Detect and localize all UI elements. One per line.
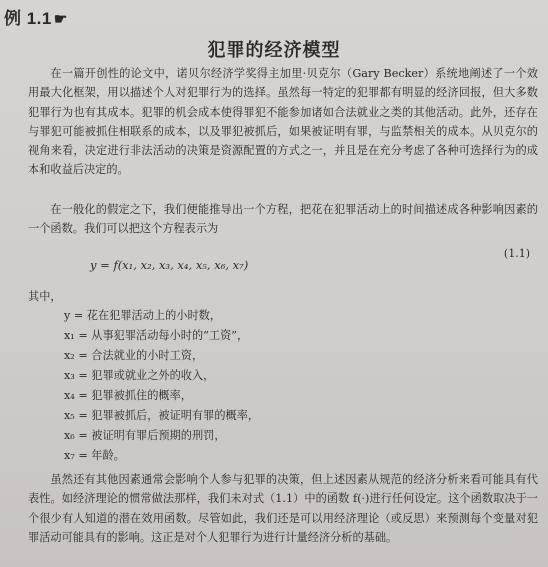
- paragraph-intro: 在一篇开创性的论文中，诺贝尔经济学奖得主加里·贝克尔（Gary Becker）系统地阐述了一个效用最大化框架，用以描述个人对犯罪行为的选择。虽然每一特定的犯罪都有明显的经济回报，但大多数犯罪行为也有其成本。犯罪的机会成本使得罪犯不能参加诸如合法就业之类的其他活动。此外，还存在与罪犯可能被抓住相联系的成本，以及罪犯被抓后，如果被证明有罪，与监禁相关的成本。从贝克尔的视角来看，决定进行非法活动的决策是资源配置的方式之一，并且是在充分考虑了各种可选择行为的成本和收益后决定的。: [28, 67, 538, 177]
- variable-y: y = 花在犯罪活动上的小时数，: [64, 309, 222, 322]
- equation: y = f(x₁, x₂, x₃, x₄, x₅, x₆, x₇): [90, 258, 249, 272]
- where-label: 其中，: [28, 290, 62, 303]
- variable-x5: x₅ = 犯罪被抓后，被证明有罪的概率，: [64, 409, 260, 422]
- example-heading: [4, 4, 68, 29]
- pointing-hand-icon: ☛: [53, 11, 68, 28]
- equation-number: (1.1): [503, 247, 530, 260]
- example-number: 例 1.1: [4, 9, 52, 28]
- variable-x6: x₆ = 被证明有罪后预期的刑罚，: [64, 429, 226, 442]
- variable-x3: x₃ = 犯罪或就业之外的收入，: [64, 369, 215, 382]
- variable-x4: x₄ = 犯罪被抓住的概率，: [64, 389, 192, 402]
- paragraph-conclusion: 虽然还有其他因素通常会影响个人参与犯罪的决策，但上述因素从规范的经济分析来看可能具有代表性。如经济理论的惯常做法那样，我们未对式（1.1）中的函数 f(·)进行任何设定。这个函数取决于一个很少有人知道的潜在效用函数。尽管如此，我们还是可以用经济理论（或反思）来预测每个变量对犯罪活动可能具有的影响。这正是对个人犯罪行为进行计量经济分析的基础。: [28, 473, 538, 544]
- variable-list: [64, 306, 259, 466]
- page-title: 犯罪的经济模型: [207, 40, 341, 61]
- paragraph-model: 在一般化的假定之下，我们便能推导出一个方程，把花在犯罪活动上的时间描述成各种影响因素的一个函数。我们可以把这个方程表示为: [28, 203, 538, 236]
- variable-x1: x₁ = 从事犯罪活动每小时的“工资”，: [64, 329, 249, 342]
- variable-x2: x₂ = 合法就业的小时工资，: [64, 349, 204, 362]
- variable-x7: x₇ = 年龄。: [64, 449, 125, 462]
